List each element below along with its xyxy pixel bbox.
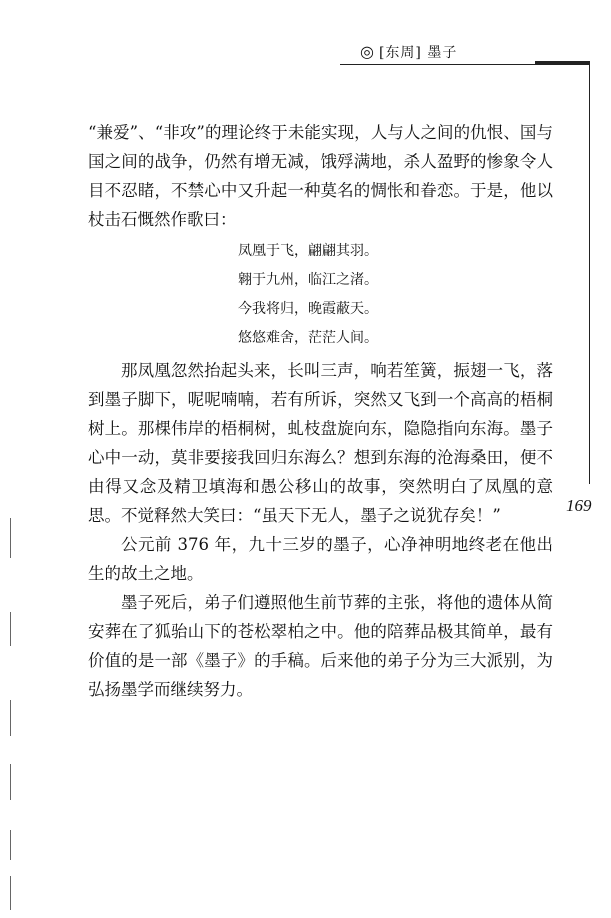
header-rule-accent: [535, 61, 590, 64]
running-header: [360, 42, 457, 62]
paragraph-1: “兼爱”、“非攻”的理论终于未能实现，人与人之间的仇恨、国与国之间的战争，仍然有增无减，饿殍满地，杀人盈野的惨象令人目不忍睹，不禁心中又升起一种莫名的惆怅和眷恋。于是，他以杖击石慨然作歌曰：: [88, 123, 553, 229]
scan-edge-mark: [10, 830, 11, 860]
paragraph-3: 公元前 376 年，九十三岁的墨子，心净神明地终老在他出生的故土之地。: [88, 535, 553, 583]
paragraph-4: 墨子死后，弟子们遵照他生前节葬的主张，将他的遗体从简安葬在了狐骀山下的苍松翠柏之中。他的陪葬品极其简单，最有价值的是一部《墨子》的手稿。后来他的弟子分为三大派别，为弘扬墨学而继续努力。: [88, 593, 553, 699]
scan-edge-mark: [10, 876, 11, 910]
scan-edge-mark: [10, 700, 11, 736]
scan-edge-mark: [10, 518, 11, 558]
header-title: [东周] 墨子: [378, 45, 458, 61]
page-number: 169: [566, 496, 592, 515]
poem-line-4: 悠悠难舍，茫茫人间。: [238, 330, 378, 346]
poem-line-1: 凤凰于飞，翩翩其羽。: [238, 243, 378, 259]
margin-rule: [589, 64, 590, 484]
paragraph-2: 那凤凰忽然抬起头来，长叫三声，响若笙簧，振翅一飞，落到墨子脚下，呢呢喃喃，若有所诉，突然又飞到一个高高的梧桐树上。那棵伟岸的梧桐树，虬枝盘旋向东，隐隐指向东海。墨子心中一动，莫非要接我回归东海么？想到东海的沧海桑田，便不由得又念及精卫填海和愚公移山的故事，突然明白了凤凰的意思。不觉释然大笑曰：“虽天下无人，墨子之说犹存矣！”: [88, 361, 553, 525]
header-rule: [340, 64, 590, 65]
scan-edge-mark: [10, 612, 11, 646]
header-symbol: ◎: [360, 42, 375, 61]
poem: [238, 237, 553, 353]
page-body: [88, 118, 553, 704]
poem-line-3: 今我将归，晚霞蔽天。: [238, 301, 378, 317]
scan-edge-mark: [10, 764, 11, 800]
poem-line-2: 翱于九州，临江之渚。: [238, 272, 378, 288]
